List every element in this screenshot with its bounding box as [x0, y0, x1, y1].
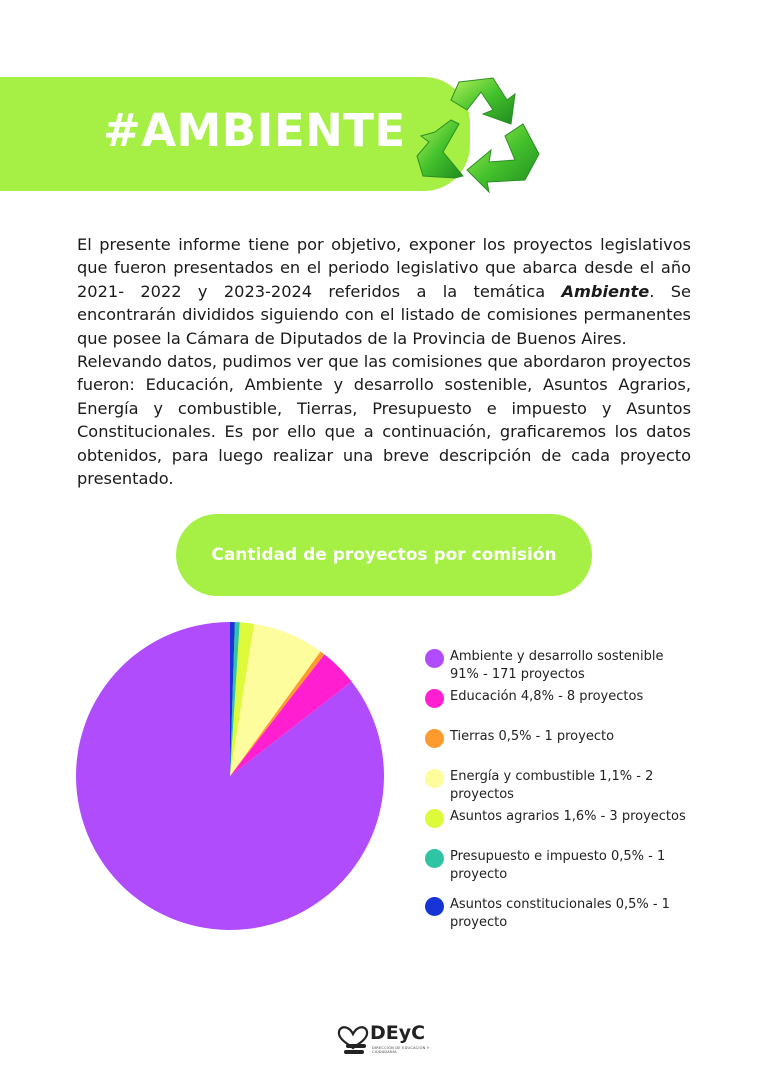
legend-swatch [425, 729, 444, 748]
chart-title: Cantidad de proyectos por comisión [211, 545, 557, 565]
intro-paragraph-2: Relevando datos, pudimos ver que las comisiones que abordaron proyectos fueron: Educación, Ambiente y desarrollo sostenible, Asuntos Agrarios, Energía y combustible, Tierras, Presupuesto e impuesto y Asuntos Constitucionales. Es por ello que a continuación, graficaremos los datos obtenidos, para luego realizar una breve descripción de cada proyecto presentado. [77, 352, 691, 489]
legend-label: Asuntos agrarios 1,6% - 3 proyectos [450, 809, 686, 824]
legend-swatch [425, 649, 444, 668]
legend-label: Energía y combustible 1,1% - 2 proyectos [450, 769, 654, 802]
page-title: #AMBIENTE [103, 104, 406, 157]
logo-text: DEyC [370, 1022, 426, 1044]
intro-p1-end: . Se encontrarán divididos siguiendo con el listado de comisiones permanentes que posee la Cámara de Diputados de la Provincia de Buenos Aires. [77, 281, 691, 348]
legend-swatch [425, 897, 444, 916]
logo-subtitle: DIRECCIÓN DE EDUCACIÓN Y CIUDADANÍA [372, 1046, 430, 1055]
legend-swatch [425, 769, 444, 788]
legend-label: Presupuesto e impuesto 0,5% - 1 proyecto [450, 849, 666, 882]
footer-logo [336, 1020, 436, 1058]
recycle-icon [415, 72, 545, 194]
intro-p1-emphasis: Ambiente [561, 281, 650, 301]
intro-text [77, 233, 691, 490]
legend-item [425, 728, 695, 748]
intro-paragraph-1 [77, 233, 691, 350]
legend-swatch [425, 689, 444, 708]
legend-swatch [425, 849, 444, 868]
legend-item [425, 768, 695, 804]
legend-item [425, 848, 695, 884]
legend-item [425, 648, 695, 684]
legend-label: Educación 4,8% - 8 proyectos [450, 689, 644, 704]
legend-item [425, 896, 695, 932]
pie-chart [70, 616, 390, 936]
heart-book-logo-icon [336, 1020, 370, 1056]
chart-title-pill [176, 514, 592, 596]
legend-item [425, 688, 695, 708]
legend-swatch [425, 809, 444, 828]
legend-label: Ambiente y desarrollo sostenible 91% - 171 proyectos [450, 649, 664, 682]
legend-label: Asuntos constitucionales 0,5% - 1 proyecto [450, 897, 670, 930]
intro-p1-start: El presente informe tiene por objetivo, exponer los proyectos legislativos que fueron presentados en el periodo legislativo que abarca desde el año 2021- 2022 y 2023-2024 referidos a la temática [77, 235, 691, 301]
legend-item [425, 808, 695, 828]
legend-label: Tierras 0,5% - 1 proyecto [450, 729, 615, 744]
